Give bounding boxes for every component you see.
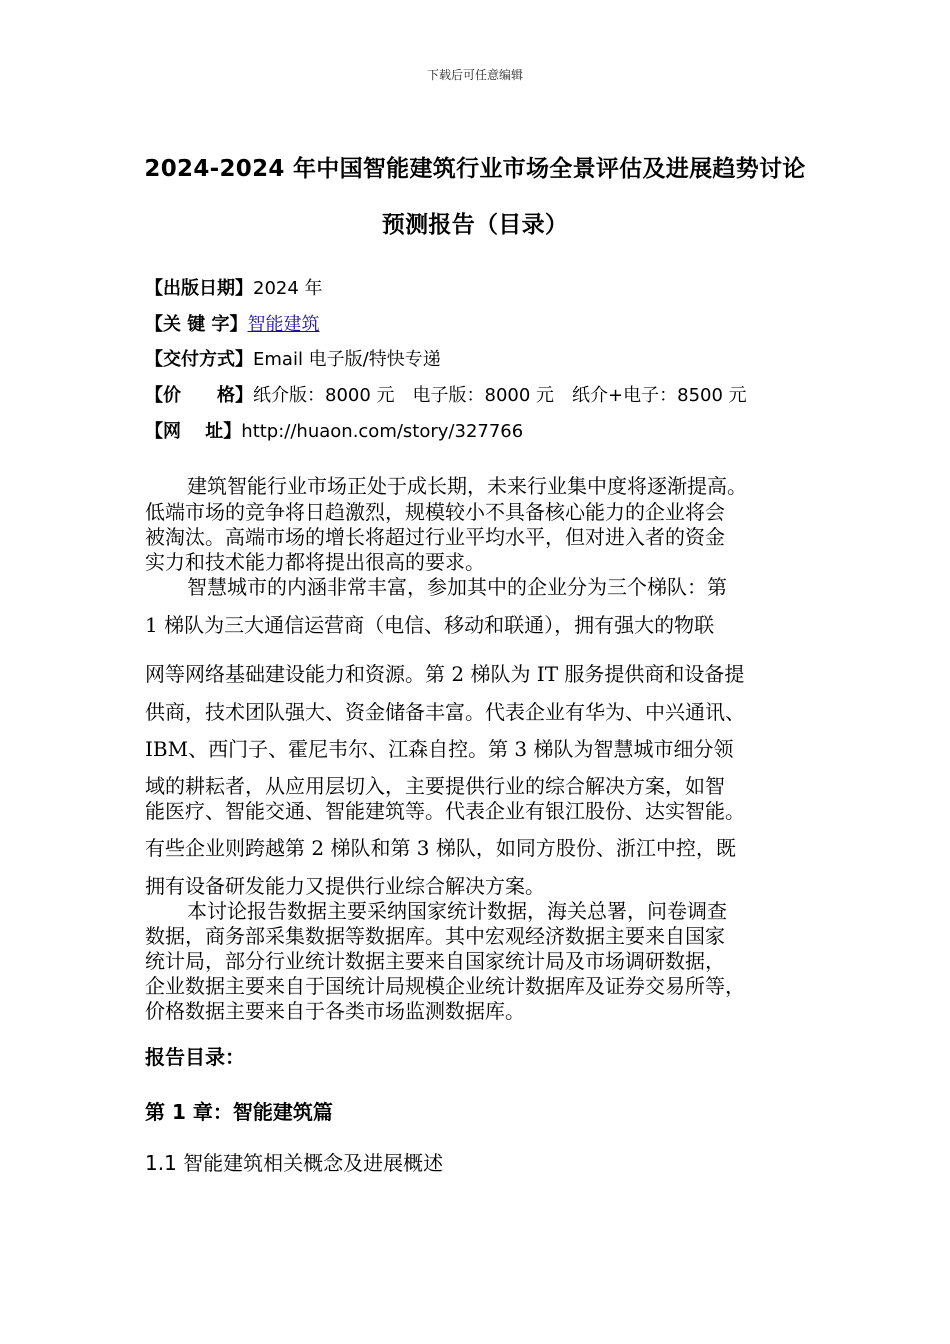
meta-price-label: 【价 格】: [145, 385, 253, 406]
body-line: 域的耕耘者，从应用层切入，主要提供行业的综合解决方案，如智: [145, 774, 725, 798]
meta-price: [145, 381, 747, 407]
body-line: IBM、西门子、霍尼韦尔、江森自控。第 3 梯队为智慧城市细分领: [145, 737, 734, 761]
body-line: 建筑智能行业市场正处于成长期，未来行业集中度将逐渐提高。: [187, 474, 747, 498]
body-line: 统计局，部分行业统计数据主要来自国家统计局及市场调研数据，: [145, 949, 725, 973]
body-line: 供商，技术团队强大、资金储备丰富。代表企业有华为、中兴通讯、: [145, 700, 745, 724]
toc-chapter-1[interactable]: 第 1 章：智能建筑篇: [145, 1100, 333, 1124]
body-line: 实力和技术能力都将提出很高的要求。: [145, 550, 485, 574]
body-line: 网等网络基础建设能力和资源。第 2 梯队为 IT 服务提供商和设备提: [145, 662, 745, 686]
page-title-line-1: 2024-2024 年中国智能建筑行业市场全景评估及进展趋势讨论: [144, 156, 806, 182]
meta-url-value: http://huaon.com/story/327766: [241, 421, 524, 442]
meta-url-label: 【网 址】: [145, 421, 242, 442]
meta-publish-date: [145, 274, 323, 300]
meta-keyword: [145, 310, 320, 336]
body-line: 本讨论报告数据主要采纳国家统计数据，海关总署，问卷调查: [187, 899, 727, 923]
meta-price-value: 纸介版：8000 元 电子版：8000 元 纸介+电子：8500 元: [253, 385, 747, 406]
toc-section-1-1[interactable]: 1.1 智能建筑相关概念及进展概述: [145, 1151, 444, 1175]
body-line: 被淘汰。高端市场的增长将超过行业平均水平，但对进入者的资金: [145, 525, 725, 549]
meta-url: [145, 417, 523, 443]
meta-delivery-value: Email 电子版/特快专递: [253, 349, 441, 370]
body-line: 拥有设备研发能力又提供行业综合解决方案。: [145, 874, 545, 898]
body-line: 有些企业则跨越第 2 梯队和第 3 梯队，如同方股份、浙江中控，既: [145, 836, 736, 860]
body-line: 价格数据主要来自于各类市场监测数据库。: [145, 999, 525, 1023]
meta-keyword-label: 【关 键 字】: [145, 314, 248, 335]
page-title-line-2: 预测报告（目录）: [381, 212, 569, 238]
meta-delivery-label: 【交付方式】: [145, 349, 253, 370]
body-line: 1 梯队为三大通信运营商（电信、移动和联通），拥有强大的物联: [145, 613, 715, 637]
meta-delivery: [145, 345, 441, 371]
body-line: 企业数据主要来自于国统计局规模企业统计数据库及证券交易所等，: [145, 974, 745, 998]
body-line: 数据，商务部采集数据等数据库。其中宏观经济数据主要来自国家: [145, 924, 725, 948]
header-note: 下载后可任意编辑: [426, 68, 523, 82]
body-line: 智慧城市的内涵非常丰富，参加其中的企业分为三个梯队：第: [187, 575, 727, 599]
toc-heading: 报告目录：: [145, 1045, 245, 1069]
keyword-link[interactable]: 智能建筑: [247, 314, 320, 335]
meta-date-value: 2024 年: [253, 278, 323, 299]
body-line: 能医疗、智能交通、智能建筑等。代表企业有银江股份、达实智能。: [145, 799, 745, 823]
body-line: 低端市场的竞争将日趋激烈，规模较小不具备核心能力的企业将会: [145, 500, 725, 524]
meta-date-label: 【出版日期】: [145, 278, 253, 299]
